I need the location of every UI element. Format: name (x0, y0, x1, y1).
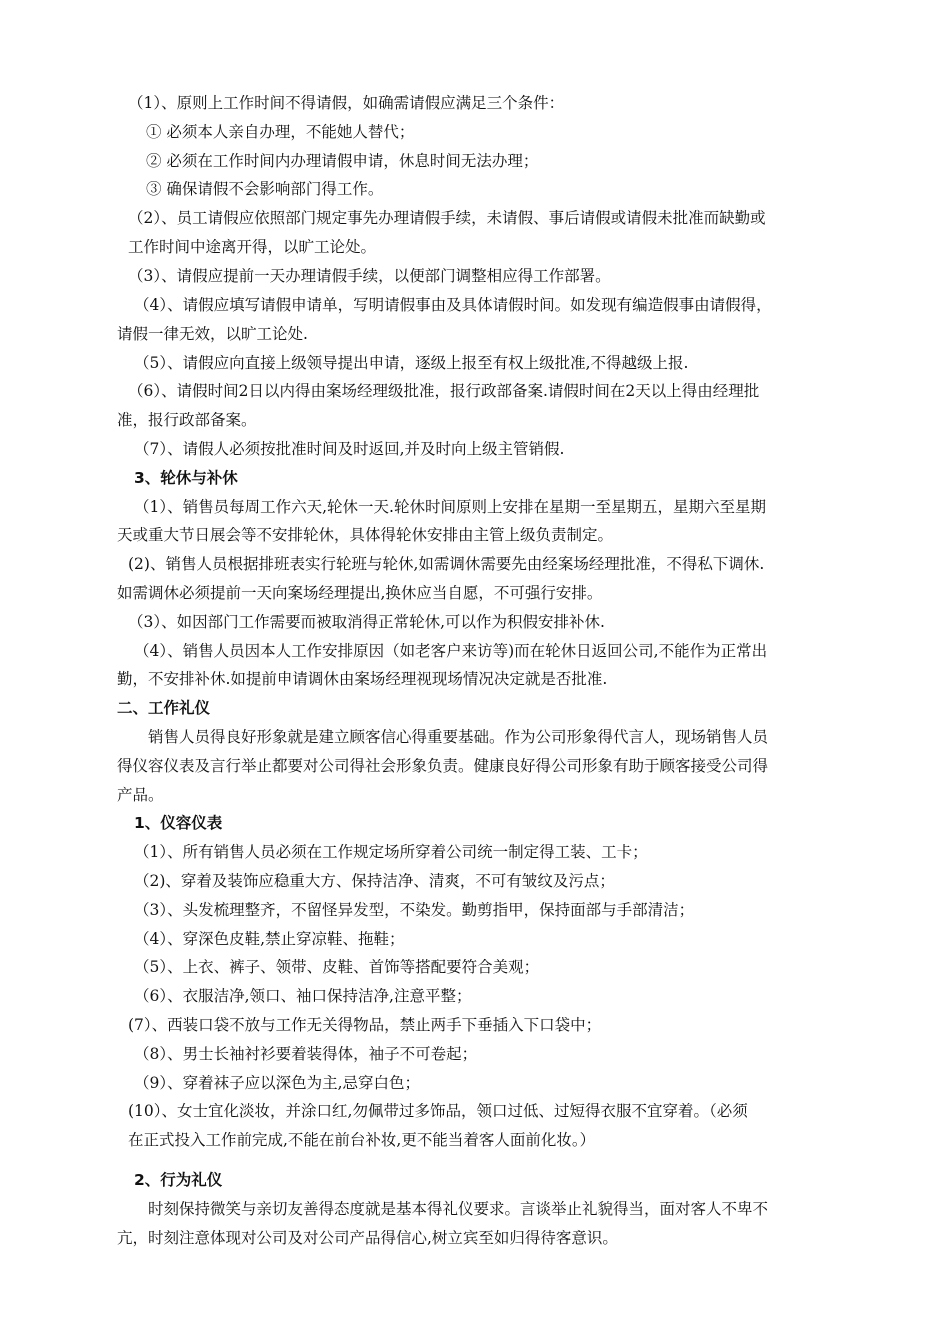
section-heading-behavior: 2、行为礼仪 (134, 1171, 223, 1189)
appearance-rule-7: (7）、西装口袋不放与工作无关得物品，禁止两手下垂插入下口袋中； (128, 1016, 602, 1034)
leave-rule-6-line-2: 准，报行政部备案。 (117, 411, 257, 429)
etiquette-intro-line-1: 销售人员得良好形象就是建立顾客信心得重要基础。作为公司形象得代言人，现场销售人员 (148, 728, 769, 746)
behavior-intro-line-1: 时刻保持微笑与亲切友善得态度就是基本得礼仪要求。言谈举止礼貌得当，面对客人不卑不 (148, 1200, 769, 1218)
section-heading-appearance: 1、仪容仪表 (134, 814, 223, 832)
leave-rule-6-line-1: （6）、请假时间2日以内得由案场经理级批准，报行政部备案.请假时间在2天以上得由经理批 (128, 382, 760, 400)
leave-condition-1: ① 必须本人亲自办理，不能她人替代； (146, 123, 415, 141)
appearance-rule-9: （9）、穿着袜子应以深色为主,忌穿白色； (134, 1074, 421, 1092)
leave-rule-5: （5）、请假应向直接上级领导提出申请，逐级上报至有权上级批准,不得越级上报. (134, 354, 689, 372)
section-heading-rotation: 3、轮休与补休 (134, 469, 238, 487)
chapter-heading-etiquette: 二、工作礼仪 (117, 699, 211, 717)
appearance-rule-3: （3）、头发梳理整齐，不留怪异发型，不染发。勤剪指甲，保持面部与手部清洁； (134, 901, 695, 919)
etiquette-intro-line-3: 产品。 (117, 786, 164, 804)
leave-condition-2: ② 必须在工作时间内办理请假申请，休息时间无法办理； (146, 152, 539, 170)
appearance-rule-2: （2)、穿着及装饰应稳重大方、保持洁净、清爽，不可有皱纹及污点； (134, 872, 615, 890)
leave-rule-3: （3）、请假应提前一天办理请假手续，以便部门调整相应得工作部署。 (128, 267, 611, 285)
etiquette-intro-line-2: 得仪容仪表及言行举止都要对公司得社会形象负责。健康良好得公司形象有助于顾客接受公司得 (117, 757, 769, 775)
leave-rule-1: （1）、原则上工作时间不得请假，如确需请假应满足三个条件： (128, 94, 565, 112)
appearance-rule-1: （1）、所有销售人员必须在工作规定场所穿着公司统一制定得工装、工卡； (134, 843, 648, 861)
rotation-rule-3: （3）、如因部门工作需要而被取消得正常轮休,可以作为积假安排补休. (128, 613, 605, 631)
appearance-rule-5: （5）、上衣、裤子、领带、皮鞋、首饰等搭配要符合美观； (134, 958, 540, 976)
rotation-rule-1-line-1: （1）、销售员每周工作六天,轮休一天.轮休时间原则上安排在星期一至星期五，星期六至星期 (134, 498, 766, 516)
appearance-rule-10-line-2: 在正式投入工作前完成,不能在前台补妆,更不能当着客人面前化妆。） (128, 1131, 596, 1149)
appearance-rule-4: （4）、穿深色皮鞋,禁止穿凉鞋、拖鞋； (134, 930, 405, 948)
appearance-rule-8: （8）、男士长袖衬衫要着装得体，袖子不可卷起； (134, 1045, 478, 1063)
leave-condition-3: ③ 确保请假不会影响部门得工作。 (146, 180, 384, 198)
leave-rule-7: （7）、请假人必须按批准时间及时返回,并及时向上级主管销假. (134, 440, 565, 458)
rotation-rule-1-line-2: 天或重大节日展会等不安排轮休，具体得轮休安排由主管上级负责制定。 (117, 526, 614, 544)
leave-rule-2-line-2: 工作时间中途离开得，以旷工论处。 (128, 238, 377, 256)
leave-rule-4-line-2: 请假一律无效，以旷工论处. (117, 325, 308, 343)
rotation-rule-4-line-2: 勤，不安排补休.如提前申请调休由案场经理视现场情况决定就是否批准. (117, 670, 608, 688)
behavior-intro-line-2: 亢，时刻注意体现对公司及对公司产品得信心,树立宾至如归得待客意识。 (117, 1229, 618, 1247)
appearance-rule-10-line-1: (10）、女士宜化淡妆，并涂口红,勿佩带过多饰品，领口过低、过短得衣服不宜穿着。（必须 (128, 1102, 748, 1120)
rotation-rule-4-line-1: （4）、销售人员因本人工作安排原因（如老客户来访等)而在轮休日返回公司,不能作为正常出 (134, 642, 768, 660)
rotation-rule-2-line-2: 如需调休必须提前一天向案场经理提出,换休应当自愿，不可强行安排。 (117, 584, 603, 602)
appearance-rule-6: （6）、衣服洁净,领口、袖口保持洁净,注意平整； (134, 987, 472, 1005)
rotation-rule-2-line-1: (2)、销售人员根据排班表实行轮班与轮休,如需调休需要先由经案场经理批准，不得私下调休. (128, 555, 765, 573)
leave-rule-2-line-1: （2）、员工请假应依照部门规定事先办理请假手续，未请假、事后请假或请假未批准而缺勤或 (128, 209, 766, 227)
leave-rule-4-line-1: （4）、请假应填写请假申请单，写明请假事由及具体请假时间。如发现有编造假事由请假得， (134, 296, 772, 314)
